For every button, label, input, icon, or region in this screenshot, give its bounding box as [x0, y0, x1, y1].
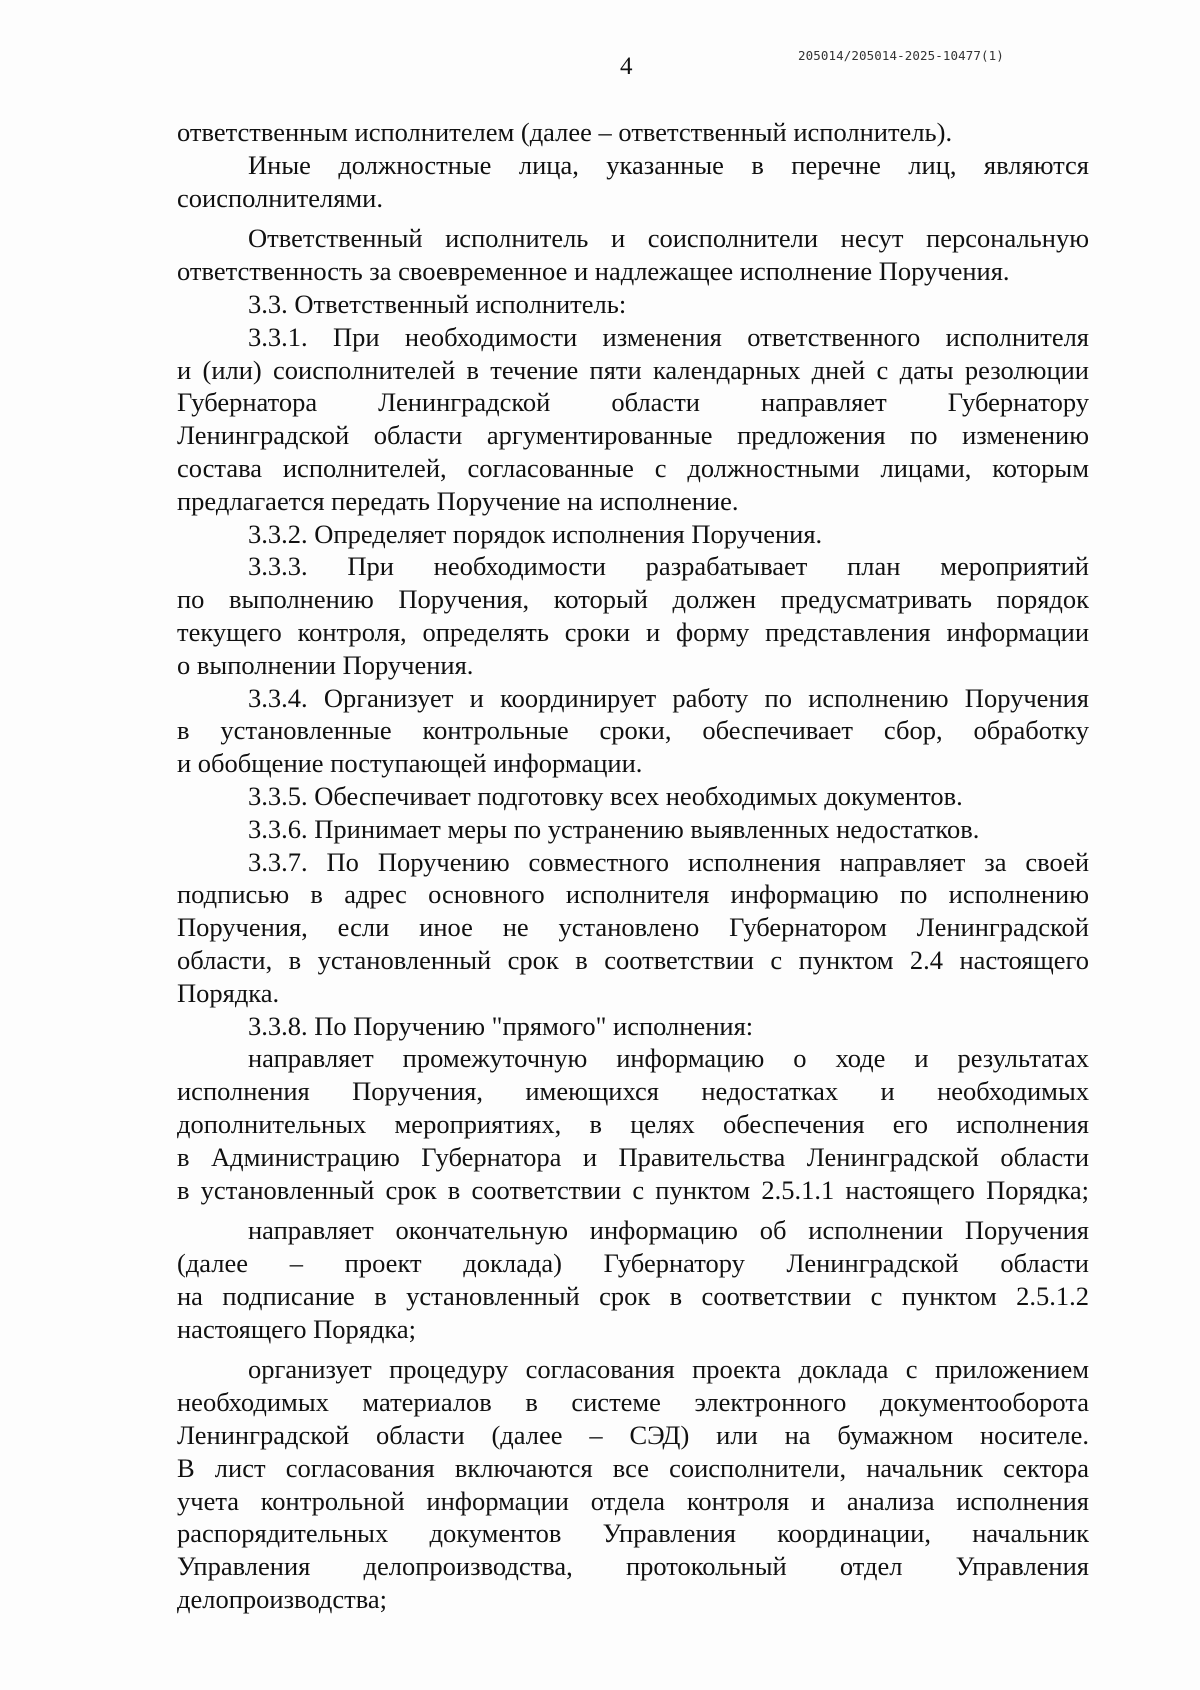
text-line: на подписание в установленный срок в соответствии с пунктом 2.5.1.2	[177, 1280, 1089, 1311]
text-line: делопроизводства;	[177, 1584, 387, 1615]
text-line: В лист согласования включаются все соисполнители, начальник сектора	[177, 1452, 1089, 1483]
text-line: и (или) соисполнителей в течение пяти календарных дней с даты резолюции	[177, 354, 1089, 385]
text-line: Ленинградской области (далее – СЭД) или на бумажном носителе.	[177, 1420, 1089, 1451]
text-line: необходимых материалов в системе электронного документооборота	[177, 1387, 1089, 1418]
text-line: 3.3.5. Обеспечивает подготовку всех необходимых документов.	[248, 780, 963, 811]
text-line: направляет окончательную информацию об исполнении Поручения	[248, 1215, 1089, 1246]
text-line: по выполнению Поручения, который должен предусматривать порядок	[177, 584, 1089, 615]
text-line: в Администрацию Губернатора и Правительства Ленинградской области	[177, 1141, 1089, 1172]
document-id: 205014/205014-2025-10477(1)	[798, 48, 1004, 63]
text-line: области, в установленный срок в соответствии с пунктом 2.4 настоящего	[177, 944, 1089, 975]
document-body	[177, 116, 1089, 1616]
text-line: 3.3.2. Определяет порядок исполнения Поручения.	[248, 518, 823, 549]
text-line: в установленные контрольные сроки, обеспечивает сбор, обработку	[177, 715, 1089, 746]
text-line: направляет промежуточную информацию о ходе и результатах	[248, 1043, 1089, 1074]
text-line: в установленный срок в соответствии с пунктом 2.5.1.1 настоящего Порядка;	[177, 1174, 1089, 1205]
text-line: организует процедуру согласования проекта доклада с приложением	[248, 1354, 1089, 1385]
text-line: Порядка.	[177, 977, 280, 1008]
text-line: ответственным исполнителем (далее – ответственный исполнитель).	[177, 117, 953, 147]
text-line: распорядительных документов Управления координации, начальник	[177, 1518, 1089, 1549]
text-line: (далее – проект доклада) Губернатору Ленинградской области	[177, 1248, 1089, 1279]
text-line: исполнения Поручения, имеющихся недостатках и необходимых	[177, 1076, 1089, 1107]
text-line: состава исполнителей, согласованные с должностными лицами, которым	[177, 452, 1089, 483]
text-line: дополнительных мероприятиях, в целях обеспечения его исполнения	[177, 1108, 1089, 1139]
text-line: Иные должностные лица, указанные в перечне лиц, являются	[248, 149, 1089, 180]
text-line: Управления делопроизводства, протокольный отдел Управления	[177, 1551, 1089, 1582]
paragraph-gap	[177, 1206, 1089, 1214]
text-line: 3.3.6. Принимает меры по устранению выявленных недостатков.	[248, 813, 980, 844]
text-line: 3.3. Ответственный исполнитель:	[248, 288, 627, 319]
text-line: 3.3.8. По Поручению "прямого" исполнения:	[248, 1010, 754, 1041]
text-line: 3.3.7. По Поручению совместного исполнения направляет за своей	[248, 846, 1089, 877]
text-line: 3.3.3. При необходимости разрабатывает план мероприятий	[248, 551, 1089, 582]
text-line: Ленинградской области аргументированные предложения по изменению	[177, 420, 1089, 451]
text-line: учета контрольной информации отдела контроля и анализа исполнения	[177, 1485, 1089, 1516]
page-number: 4	[620, 53, 633, 80]
text-line: ответственность за своевременное и надлежащее исполнение Поручения.	[177, 256, 1010, 287]
text-line: 3.3.1. При необходимости изменения ответственного исполнителя	[248, 321, 1089, 352]
text-line: Поручения, если иное не установлено Губернатором Ленинградской	[177, 912, 1089, 943]
paragraph-gap	[177, 214, 1089, 222]
text-line: Ответственный исполнитель и соисполнители несут персональную	[248, 223, 1089, 254]
text-line: текущего контроля, определять сроки и форму представления информации	[177, 616, 1089, 647]
text-line: и обобщение поступающей информации.	[177, 748, 643, 779]
text-line: о выполнении Поручения.	[177, 649, 474, 680]
text-line: подписью в адрес основного исполнителя информацию по исполнению	[177, 879, 1089, 910]
text-line: 3.3.4. Организует и координирует работу по исполнению Поручения	[248, 682, 1089, 713]
text-line: соисполнителями.	[177, 182, 383, 213]
paragraph-gap	[177, 1345, 1089, 1353]
text-line: настоящего Порядка;	[177, 1313, 417, 1344]
text-line: предлагается передать Поручение на исполнение.	[177, 485, 739, 516]
text-line: Губернатора Ленинградской области направляет Губернатору	[177, 387, 1089, 418]
